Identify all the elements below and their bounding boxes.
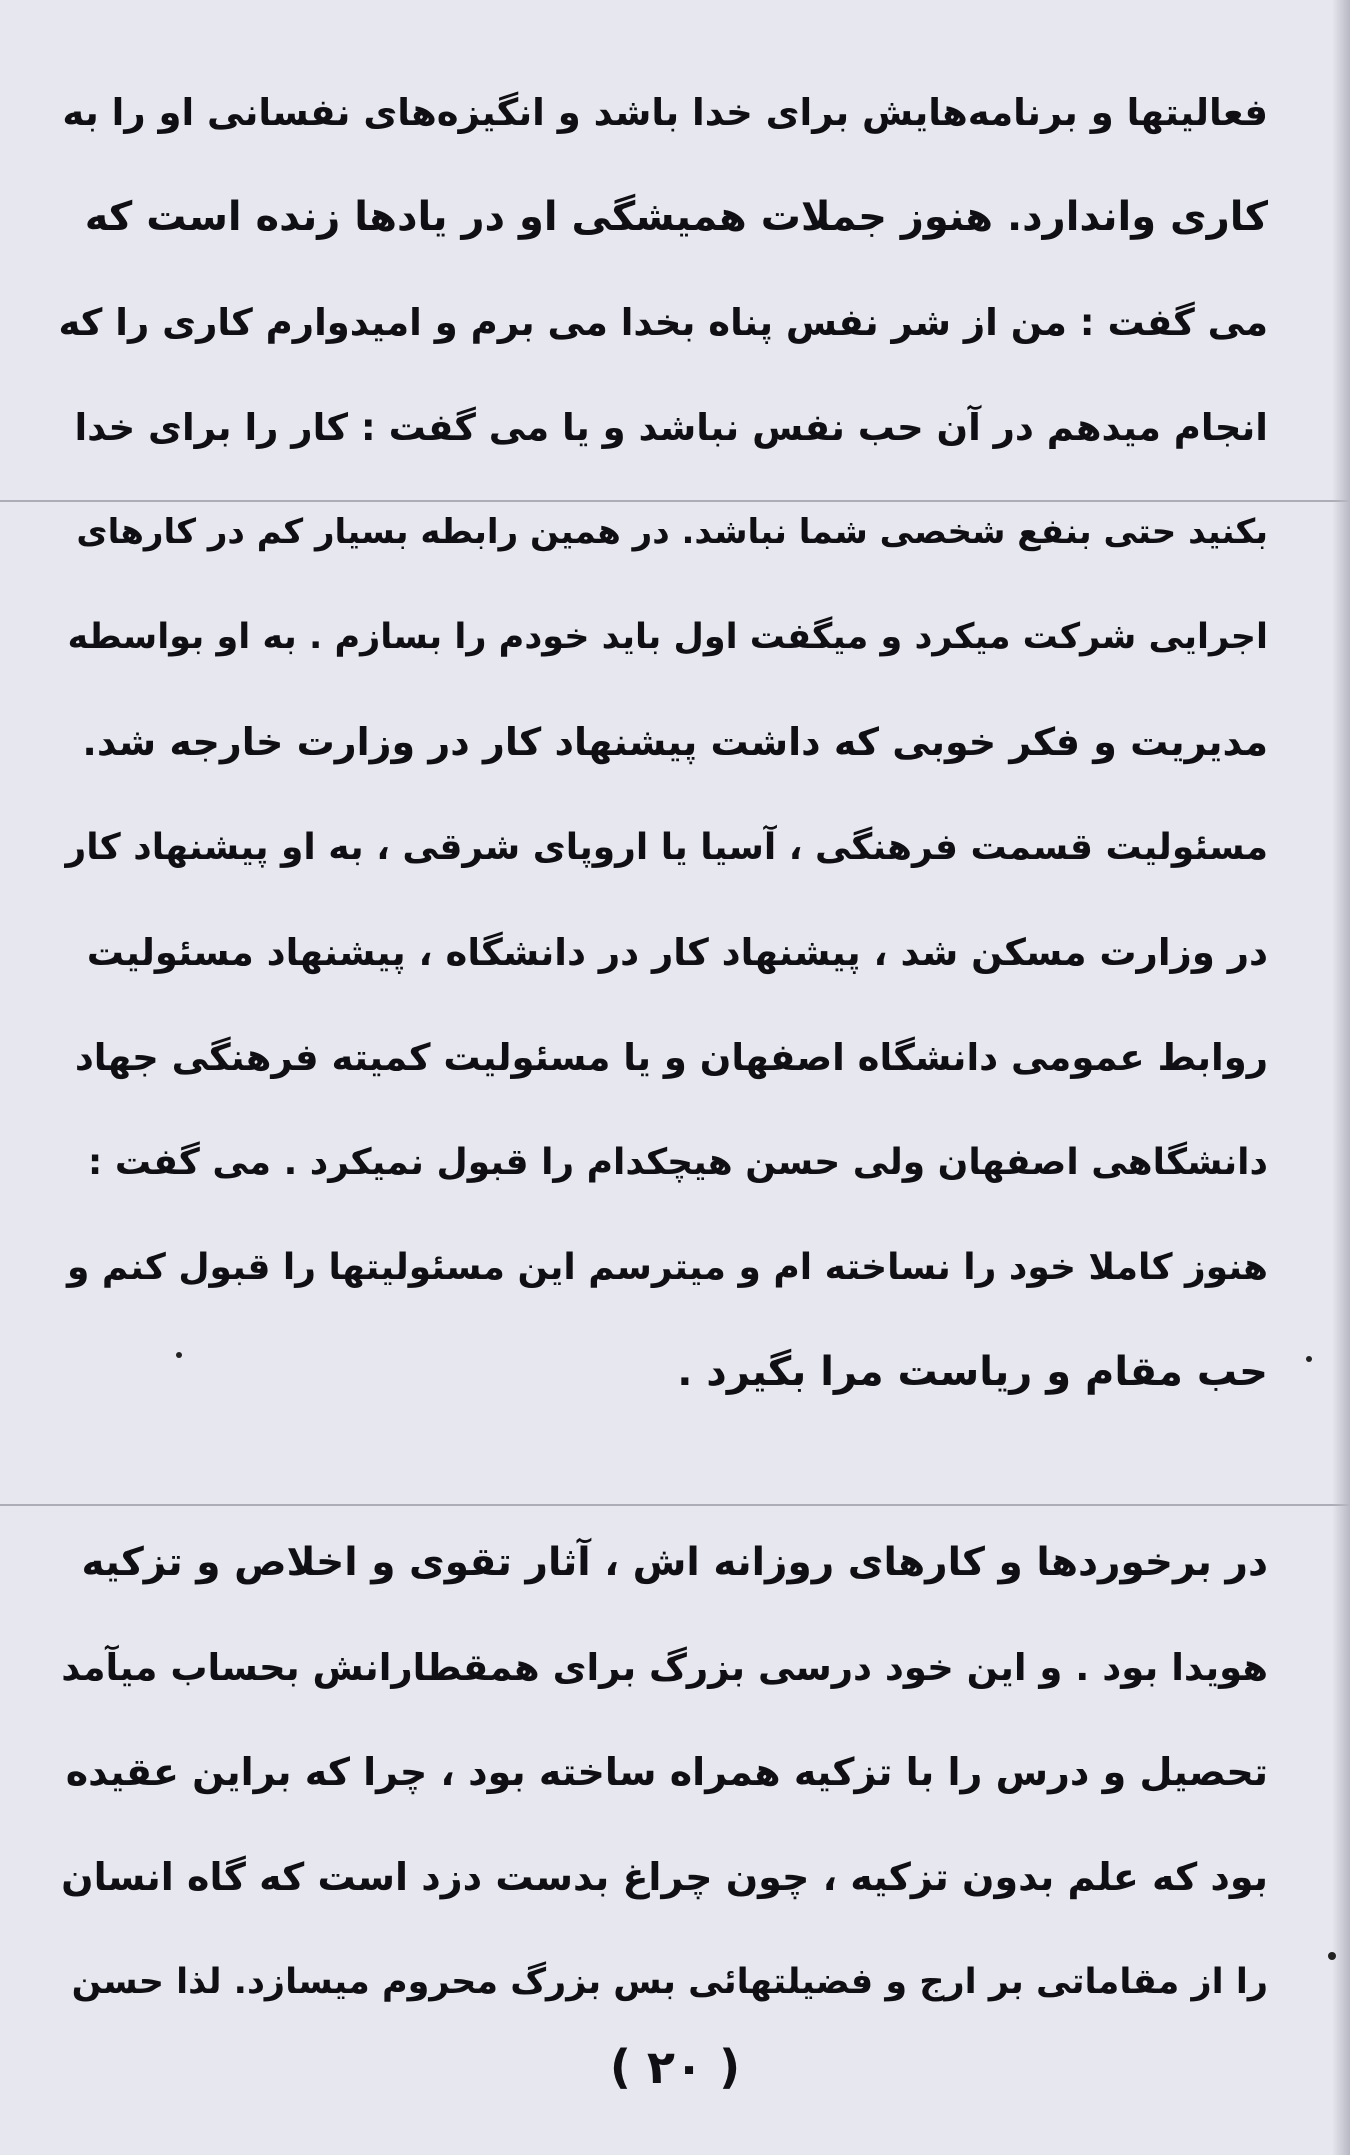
text-line: کاری واندارد. هنوز جملات همیشگی او در یادها زنده است که [84,194,1268,240]
text-line: تحصیل و درس را با تزکیه همراه ساخته بود ، چرا که براین عقیده [65,1750,1268,1794]
text-line: در وزارت مسکن شد ، پیشنهاد کار در دانشگاه ، پیشنهاد مسئولیت [86,931,1268,974]
page-number: ( ۲۰ ) [609,2040,741,2094]
text-line: هنوز کاملا خود را نساخته ام و میترسم این مسئولیتها را قبول کنم و [67,1247,1268,1288]
text-line: را از مقاماتی بر ارج و فضیلتهائی بس بزرگ محروم میسازد. لذا حسن [71,1962,1268,2002]
text-line: فعالیتها و برنامه‌هایش برای خدا باشد و انگیزه‌های نفسانی او را به [62,91,1268,134]
ink-speck [176,1352,182,1358]
ink-speck [1328,1952,1336,1960]
text-line: اجرایی شرکت میکرد و میگفت اول باید خودم را بسازم . به او بواسطه [67,617,1268,657]
paragraph-2 [58,1510,1268,2035]
text-line: انجام میدهم در آن حب نفس نباشد و یا می گفت : کار را برای خدا [74,406,1268,449]
text-line: هویدا بود . و این خود درسی بزرگ برای همقطارانش بحساب میآمد [61,1646,1268,1689]
text-line: روابط عمومی دانشگاه اصفهان و یا مسئولیت کمیته فرهنگی جهاد [74,1036,1268,1079]
text-line: در برخوردها و کارهای روزانه اش ، آثار تقوی و اخلاص و تزکیه [81,1540,1268,1585]
text-line: حب مقام و ریاست مرا بگیرد . [677,1349,1268,1395]
text-line: می گفت : من از شر نفس پناه بخدا می برم و امیدوارم کاری را که [58,301,1268,344]
text-line: بکنید حتی بنفع شخصی شما نباشد. در همین رابطه بسیار کم در کارهای [76,512,1268,552]
fold-crease [0,1504,1350,1506]
paragraph-1 [58,60,1268,1425]
text-line: دانشگاهی اصفهان ولی حسن هیچکدام را قبول نمیکرد . می گفت : [87,1142,1268,1183]
ink-speck [1306,1356,1312,1362]
text-line: مسئولیت قسمت فرهنگی ، آسیا یا اروپای شرقی ، به او پیشنهاد کار [65,827,1268,868]
text-line: مدیریت و فکر خوبی که داشت پیشنهاد کار در وزارت خارجه شد. [82,720,1268,764]
page-edge-shadow [1332,0,1350,2155]
text-line: بود که علم بدون تزکیه ، چون چراغ بدست دزد است که گاه انسان [61,1855,1268,1899]
